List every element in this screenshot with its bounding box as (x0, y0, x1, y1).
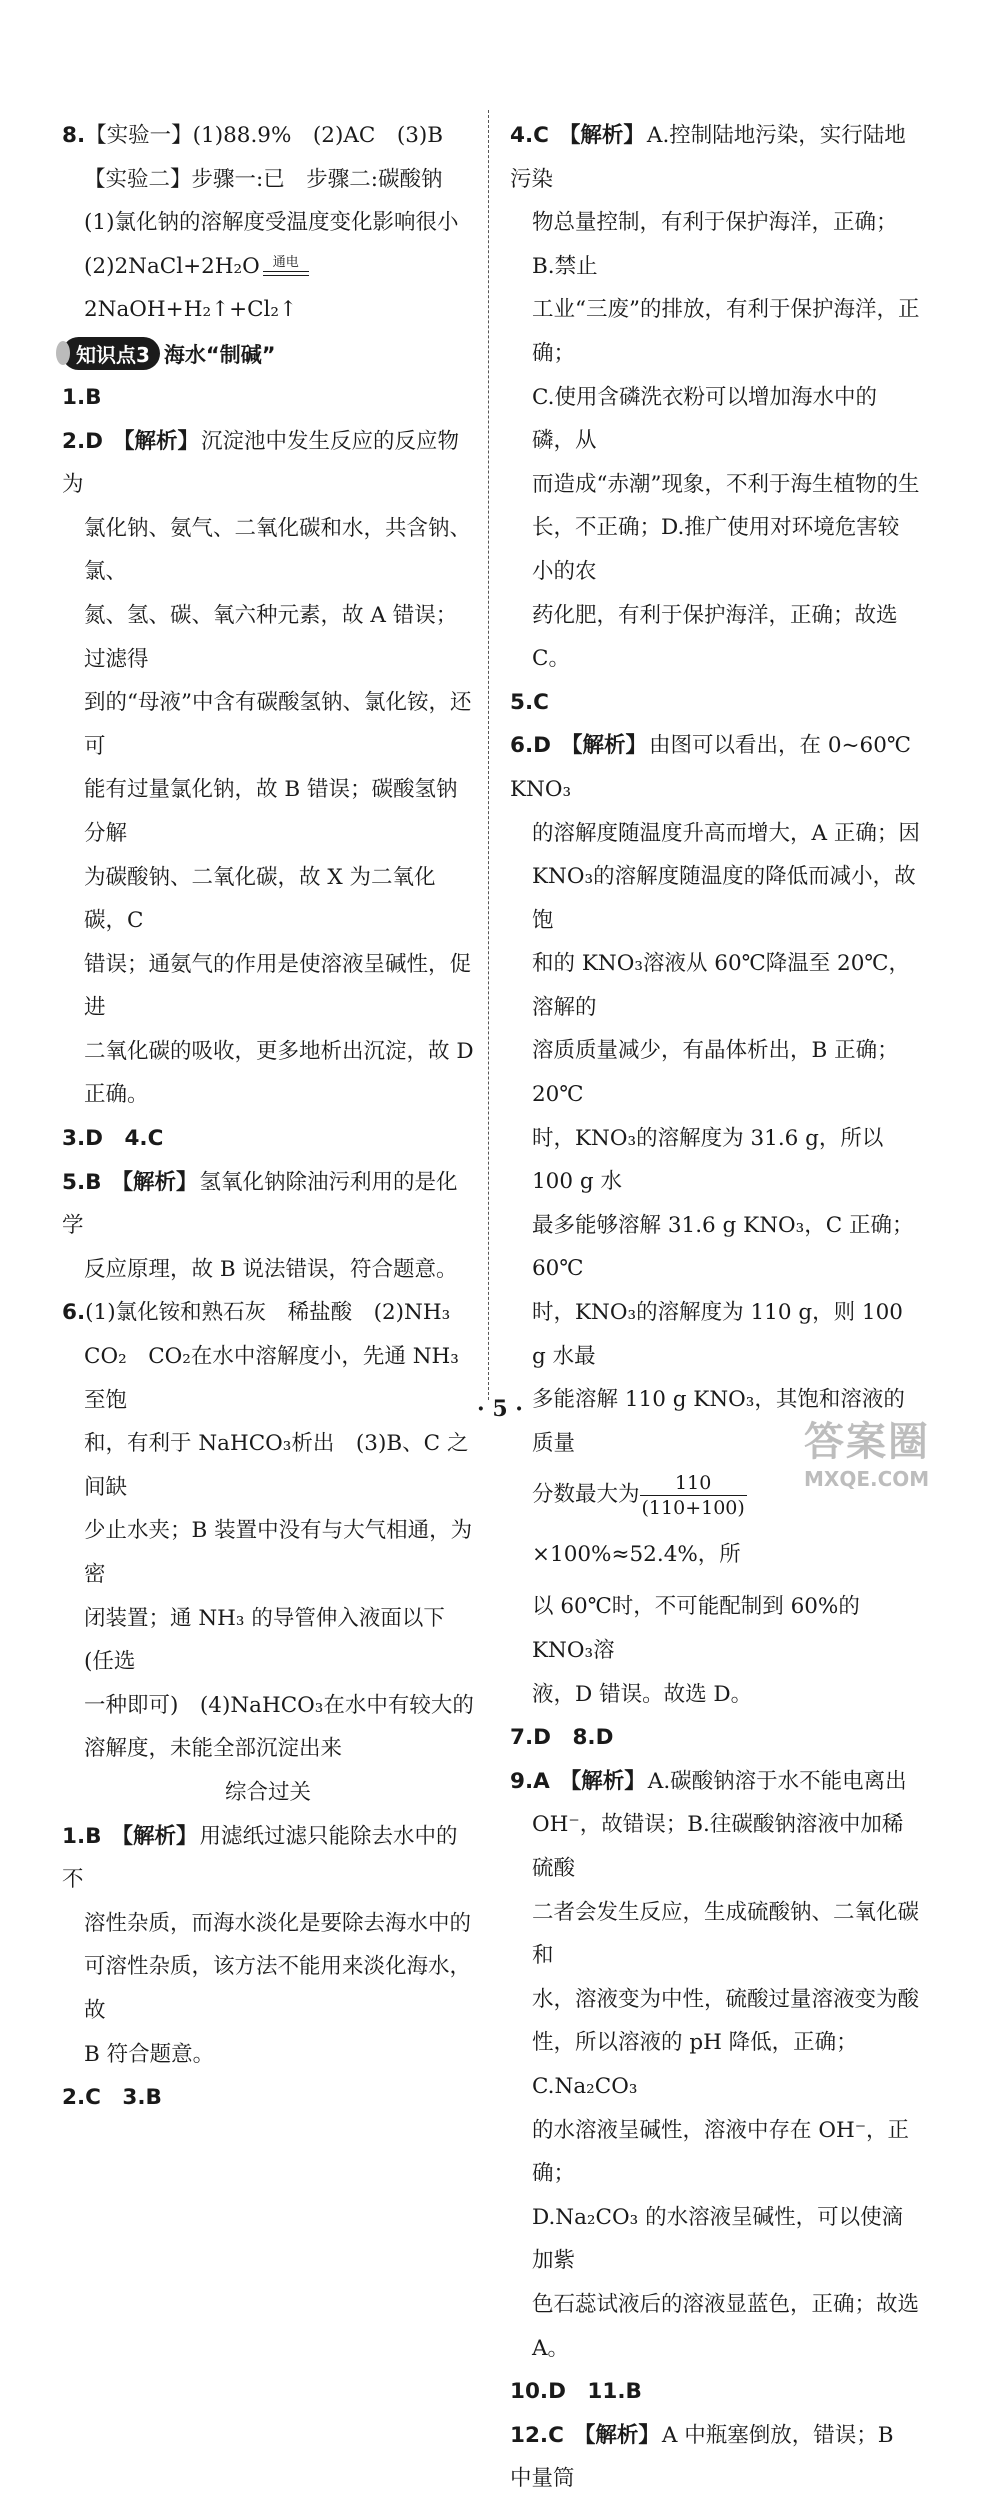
r6-number: 6.D (510, 733, 551, 759)
analysis-tag: 【解析】 (111, 1823, 198, 1849)
analysis-tag: 【解析】 (111, 1169, 198, 1195)
r9-line5: 性，所以溶液的 pH 降低，正确；C.Na₂CO₃ (532, 2030, 858, 2099)
page-number: · 5 · (477, 1396, 523, 1422)
equals-bar (263, 271, 309, 276)
r9-line4: 水，溶液变为中性，硫酸过量溶液变为酸 (532, 1986, 920, 2012)
q5-line2: 反应原理，故 B 说法错误，符合题意。 (84, 1256, 458, 1282)
r6-line12: 液，D 错误。故选 D。 (532, 1681, 753, 1707)
r12-text: A 中瓶塞倒放，错误；B 中量筒 (510, 2422, 894, 2492)
r5-text: 5.C (510, 689, 549, 715)
knowledge-point-title: 海水“制碱” (163, 342, 276, 367)
fraction-denominator: (110+100) (641, 1496, 745, 1519)
equation-products: 2NaOH+H₂↑+Cl₂↑ (84, 297, 298, 323)
q3-q4-text: 3.D 4.C (62, 1126, 164, 1152)
q2-line2: 氯化钠、氨气、二氧化碳和水，共含钠、氯、 (84, 515, 472, 585)
r6-line7: 最多能够溶解 31.6 g KNO₃，C 正确；60℃ (532, 1212, 914, 1282)
q6-line6: 一种即可) (4)NaHCO₃在水中有较大的 (84, 1692, 474, 1718)
watermark-logo: 答案圈 (804, 1419, 930, 1465)
q2-line7: 错误；通氨气的作用是使溶液呈碱性，促进 (84, 951, 472, 1021)
q5-text: 氢氧化钠除油污利用的是化学 (62, 1169, 458, 1239)
right-column (510, 114, 920, 2501)
knowledge-point-badge: 知识点3 (62, 337, 160, 370)
left-column (62, 114, 474, 2120)
z1-line4: B 符合题意。 (84, 2041, 215, 2067)
q6-line1 (62, 1291, 474, 1335)
r6-line11: 以 60℃时，不可能配制到 60%的 KNO₃溶 (532, 1594, 860, 1663)
q2-line6: 为碳酸钠、二氧化碳，故 X 为二氧化碳，C (84, 864, 436, 934)
q1-answer (62, 376, 474, 420)
q5-line1 (62, 1161, 474, 1248)
q8-line1 (62, 114, 474, 158)
r4-line6: 长，不正确；D.推广使用对环境危害较小的农 (532, 515, 900, 584)
q3-q4-answers (62, 1117, 474, 1161)
z1-line2: 溶性杂质，而海水淡化是要除去海水中的 (84, 1910, 472, 1936)
r4-text: A.控制陆地污染，实行陆地污染 (510, 123, 906, 192)
q8-equation (62, 245, 474, 332)
q6-line4: 少止水夹；B 装置中没有与大气相通，为密 (84, 1518, 473, 1587)
reaction-condition (263, 257, 309, 276)
q2-line4: 到的“母液”中含有碳酸氢钠、氯化铵，还可 (84, 690, 472, 759)
r7-r8-text: 7.D 8.D (510, 1725, 614, 1751)
r6-line2: 的溶解度随温度升高而增大，A 正确；因 (532, 820, 920, 846)
r9-line7: D.Na₂CO₃ 的水溶液呈碱性，可以使滴加紫 (532, 2204, 904, 2274)
r6-line5: 溶质质量减少，有晶体析出，B 正确；20℃ (532, 1038, 899, 1108)
q2-text: 沉淀池中发生反应的反应物为 (62, 428, 460, 498)
r9-line8: 色石蕊试液后的溶液显蓝色，正确；故选 A。 (532, 2291, 920, 2361)
q6-line2: CO₂ CO₂在水中溶解度小，先通 NH₃至饱 (84, 1344, 459, 1413)
r4-number: 4.C (510, 123, 549, 148)
watermark-url: MXQE.COM (804, 1467, 930, 1491)
r9-line1 (510, 1760, 920, 1804)
q2-line9: 正确。 (84, 1082, 149, 1108)
r6-line1 (510, 724, 920, 811)
z1-line1 (62, 1815, 474, 1902)
analysis-tag: 【解析】 (112, 428, 199, 454)
q2-line1 (62, 420, 474, 507)
q8-number: 8. (62, 123, 86, 148)
q6-number: 6. (62, 1300, 86, 1326)
condition-label: 通电 (272, 255, 299, 271)
r6-line3: KNO₃的溶解度随温度的降低而减小，故饱 (532, 864, 916, 933)
r4-line7: 药化肥，有利于保护海洋，正确；故选 C。 (532, 602, 898, 672)
r4-line1 (510, 114, 920, 201)
q6-line3: 和，有利于 NaHCO₃析出 (3)B、C 之间缺 (84, 1431, 469, 1500)
q5-number: 5.B (62, 1169, 102, 1195)
z2-z3-text: 2.C 3.B (62, 2085, 162, 2111)
equation-reactants: (2)2NaCl+2H₂O (84, 253, 260, 279)
analysis-tag: 【解析】 (560, 733, 647, 759)
r9-number: 9.A (510, 1768, 550, 1794)
r9-line3: 二者会发生反应，生成硫酸钠、二氧化碳和 (532, 1899, 920, 1969)
mass-fraction (640, 1471, 747, 1520)
fraction-numerator: 110 (640, 1471, 747, 1496)
r4-line5: 而造成“赤潮”现象，不利于海生植物的生 (532, 471, 920, 497)
knowledge-point-header (62, 332, 474, 376)
q6-line5: 闭装置；通 NH₃ 的导管伸入液面以下(任选 (84, 1605, 445, 1675)
r10-r11-text: 10.D 11.B (510, 2379, 642, 2405)
q2-number: 2.D (62, 428, 103, 454)
q8-line3: (1)氯化钠的溶解度受温度变化影响很小 (84, 210, 459, 236)
q2-line3: 氮、氢、碳、氧六种元素，故 A 错误；过滤得 (84, 602, 458, 672)
r4-line4: C.使用含磷洗衣粉可以增加海水中的磷，从 (532, 384, 878, 454)
r5-answer (510, 681, 920, 725)
z1-line3: 可溶性杂质，该方法不能用来淡化海水，故 (84, 1954, 472, 2023)
r6-text: 由图可以看出，在 0~60℃ KNO₃ (510, 733, 911, 802)
r6-line6: 时，KNO₃的溶解度为 31.6 g，所以 100 g 水 (532, 1125, 884, 1195)
section-heading: 综合过关 (224, 1779, 311, 1805)
q2-line8: 二氧化碳的吸收，更多地析出沉淀，故 D (84, 1038, 474, 1064)
analysis-tag: 【解析】 (559, 1768, 646, 1794)
r6-line8: 时，KNO₃的溶解度为 110 g，则 100 g 水最 (532, 1300, 903, 1369)
analysis-tag: 【解析】 (573, 2422, 660, 2448)
column-divider (488, 110, 489, 1400)
r6-fraction-prefix: 分数最大为 (532, 1482, 640, 1508)
r4-line2: 物总量控制，有利于保护海洋，正确；B.禁止 (532, 210, 898, 279)
q2-line5: 能有过量氯化钠，故 B 错误；碳酸氢钠分解 (84, 777, 458, 846)
r4-line3: 工业“三废”的排放，有利于保护海洋，正确； (532, 297, 920, 366)
r10-r11-answers (510, 2370, 920, 2414)
q1-text: 1.B (62, 384, 102, 410)
z2-z3-answers (62, 2076, 474, 2120)
r6-fraction-suffix: ×100%≈52.4%，所 (532, 1542, 741, 1568)
r12-number: 12.C (510, 2422, 564, 2448)
z1-text: 用滤纸过滤只能除去水中的不 (62, 1823, 458, 1893)
r9-line2: OH⁻，故错误；B.往碳酸钠溶液中加稀硫酸 (532, 1812, 904, 1881)
r9-text: A.碳酸钠溶于水不能电离出 (647, 1768, 907, 1794)
analysis-tag: 【解析】 (558, 123, 645, 148)
r6-line4: 和的 KNO₃溶液从 60℃降温至 20℃，溶解的 (532, 951, 910, 1020)
z1-number: 1.B (62, 1823, 102, 1849)
q8-line2: 【实验二】步骤一:已 步骤二:碳酸钠 (84, 166, 443, 192)
q6-text: (1)氯化铵和熟石灰 稀盐酸 (2)NH₃ (85, 1300, 451, 1326)
q8-text: 【实验一】(1)88.9% (2)AC (3)B (85, 123, 444, 148)
r9-line6: 的水溶液呈碱性，溶液中存在 OH⁻，正确； (532, 2117, 910, 2187)
r6-line9: 多能溶解 110 g KNO₃，其饱和溶液的质量 (532, 1387, 905, 1456)
watermark (804, 1410, 974, 1491)
r12-line1 (510, 2414, 920, 2501)
r7-r8-answers (510, 1716, 920, 1760)
q6-line7: 溶解度，未能全部沉淀出来 (84, 1736, 343, 1762)
